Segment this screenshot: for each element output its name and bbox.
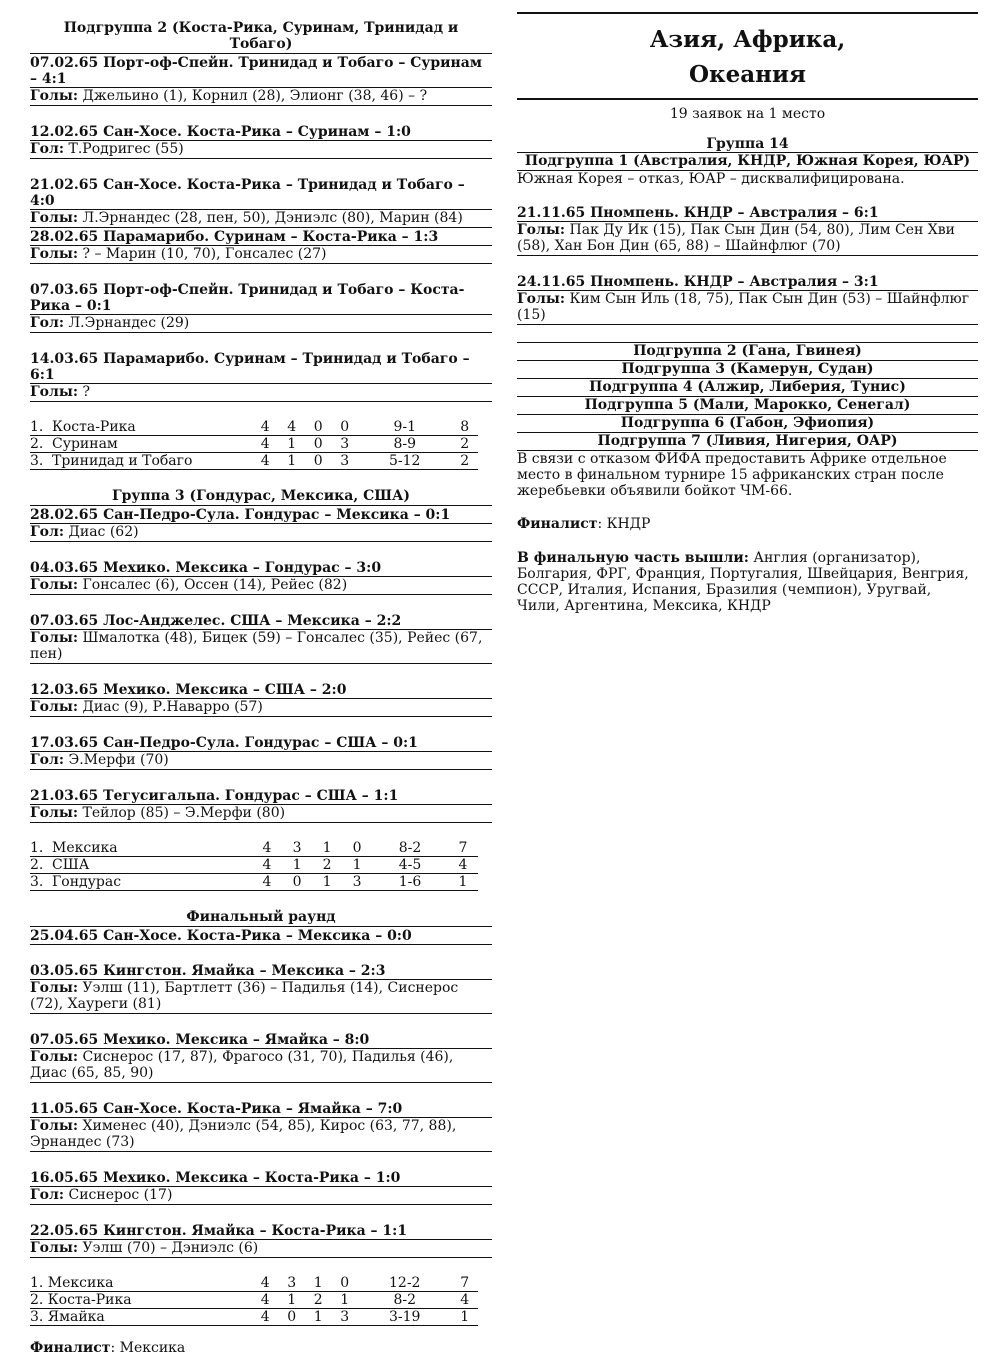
match [517, 273, 978, 325]
standings-cell: 1 [282, 857, 312, 874]
group3-title: Группа 3 (Гондурас, Мексика, США) [30, 488, 492, 506]
match-goals [30, 246, 492, 264]
standings-cell: 3. Ямайка [30, 1309, 252, 1326]
standings-cell: 1-6 [372, 874, 448, 891]
match-goals [30, 1187, 492, 1205]
match-goals [30, 88, 492, 106]
standings-cell: 3 [332, 436, 359, 453]
match-header: 04.03.65 Мехико. Мексика – Гондурас – 3:0 [30, 559, 492, 577]
standings-cell: 0 [279, 1309, 306, 1326]
standings-cell: Тринидад и Тобаго [52, 453, 252, 470]
goals-label: Голы: [30, 699, 79, 715]
final-part-value: Англия (организатор), Болгария, ФРГ, Франция, Португалия, Швейцария, Венгрия, СССР, Италия, Испания, Бразилия (чемпион), Уругвай, Чили, Аргентина, Мексика, КНДР [517, 550, 969, 614]
final-round-standings [30, 1275, 478, 1326]
goals-list: Пак Ду Ик (15), Пак Сын Дин (54, 80), Лим Сен Хви (58), Хан Бон Дин (65, 88) – Шайнфлюг (70) [517, 222, 955, 254]
right-column [517, 0, 978, 614]
match [30, 506, 492, 542]
match-header: 12.03.65 Мехико. Мексика – США – 2:0 [30, 681, 492, 699]
match [30, 612, 492, 664]
goals-label: Голы: [30, 630, 79, 646]
goals-label: Гол: [30, 752, 65, 768]
match-goals [30, 141, 492, 159]
goals-label: Голы: [30, 805, 79, 821]
standings-cell: 0 [305, 419, 332, 436]
match-header: 14.03.65 Парамарибо. Суринам – Тринидад и Тобаго – 6:1 [30, 350, 492, 384]
left-column [30, 20, 492, 1356]
standings-row [30, 840, 478, 857]
subgroup-title: Подгруппа 5 (Мали, Марокко, Сенегал) [517, 397, 978, 415]
goals-list: Сиснерос (17, 87), Фрагосо (31, 70), Падилья (46), Диас (65, 85, 90) [30, 1049, 454, 1081]
match [30, 681, 492, 717]
group3-matches [30, 506, 492, 823]
subgroup-title: Подгруппа 4 (Алжир, Либерия, Тунис) [517, 379, 978, 397]
standings-cell: 4 [451, 1292, 478, 1309]
match-header: 11.05.65 Сан-Хосе. Коста-Рика – Ямайка – 7:0 [30, 1100, 492, 1118]
match-header: 28.02.65 Парамарибо. Суринам – Коста-Рика – 1:3 [30, 228, 492, 246]
group3-standings [30, 840, 478, 891]
standings-cell: 0 [332, 419, 359, 436]
subgroup1-matches [517, 204, 978, 325]
match-header: 07.03.65 Лос-Анджелес. США – Мексика – 2:2 [30, 612, 492, 630]
standings-cell: 2. [30, 436, 52, 453]
goals-list: Диас (9), Р.Наварро (57) [78, 699, 263, 715]
standings-cell: 2 [451, 453, 478, 470]
group2-title: Подгруппа 2 (Коста-Рика, Суринам, Тринидад и Тобаго) [30, 20, 492, 54]
goals-label: Голы: [517, 291, 566, 307]
goals-label: Голы: [30, 980, 79, 996]
match-goals [30, 577, 492, 595]
goals-label: Голы: [30, 1118, 79, 1134]
standings-cell: 0 [282, 874, 312, 891]
standings-cell: 1 [342, 857, 372, 874]
match-goals [517, 291, 978, 325]
match-goals [30, 1240, 492, 1258]
match-header: 24.11.65 Пномпень. КНДР – Австралия – 3:1 [517, 273, 978, 291]
goals-list: Ким Сын Иль (18, 75), Пак Сын Дин (53) – Шайнфлюг (15) [517, 291, 970, 323]
goals-label: Гол: [30, 315, 65, 331]
match [30, 54, 492, 106]
group2-matches [30, 54, 492, 402]
match-header: 22.05.65 Кингстон. Ямайка – Коста-Рика – 1:1 [30, 1222, 492, 1240]
standings-cell: 7 [451, 1275, 478, 1292]
standings-cell: 4 [252, 1292, 279, 1309]
goals-list: Джельино (1), Корнил (28), Элионг (38, 46) – ? [78, 88, 428, 104]
goals-list: Т.Родригес (55) [64, 141, 184, 157]
match-header: 21.11.65 Пномпень. КНДР – Австралия – 6:1 [517, 204, 978, 222]
standings-cell: 8 [451, 419, 478, 436]
standings-cell: 1 [305, 1309, 332, 1326]
goals-list: Диас (62) [64, 524, 139, 540]
standings-cell: 3 [282, 840, 312, 857]
match [30, 962, 492, 1014]
group2-standings [30, 419, 478, 470]
match-header: 07.05.65 Мехико. Мексика – Ямайка – 8:0 [30, 1031, 492, 1049]
goals-list: Э.Мерфи (70) [64, 752, 169, 768]
match [30, 1222, 492, 1258]
match-goals [30, 805, 492, 823]
standings-cell: 12-2 [358, 1275, 451, 1292]
finalist-value: : Мексика [110, 1340, 186, 1356]
subgroup-title: Подгруппа 6 (Габон, Эфиопия) [517, 415, 978, 433]
match-header: 21.03.65 Тегусигальпа. Гондурас – США – 1:1 [30, 787, 492, 805]
goals-list: ? [78, 384, 91, 400]
standings-cell: 4 [252, 874, 282, 891]
standings-row [30, 857, 478, 874]
match [30, 927, 492, 945]
standings-cell: 4 [279, 419, 306, 436]
match-header: 25.04.65 Сан-Хосе. Коста-Рика – Мексика – 0:0 [30, 927, 492, 945]
goals-label: Голы: [30, 1240, 79, 1256]
standings-cell: 4 [252, 840, 282, 857]
standings-cell: 4-5 [372, 857, 448, 874]
goals-list: Л.Эрнандес (28, пен, 50), Дэниэлс (80), Марин (84) [78, 210, 463, 226]
standings-cell: 1 [279, 453, 306, 470]
match-goals [30, 980, 492, 1014]
asia-finalist-value: : КНДР [597, 516, 651, 532]
standings-cell: 3 [342, 874, 372, 891]
match [30, 123, 492, 159]
standings-cell: 2 [451, 436, 478, 453]
subgroup-title: Подгруппа 7 (Ливия, Нигерия, ОАР) [517, 433, 978, 451]
standings-cell: 4 [252, 1309, 279, 1326]
goals-label: Голы: [30, 88, 79, 104]
standings-cell: 8-2 [372, 840, 448, 857]
standings-cell: 1. [30, 419, 52, 436]
standings-cell: 4 [252, 436, 279, 453]
standings-row [30, 874, 478, 891]
standings-cell: 1 [305, 1275, 332, 1292]
standings-cell: 1 [448, 874, 478, 891]
standings-cell: Гондурас [52, 874, 252, 891]
goals-list: Л.Эрнандес (29) [64, 315, 190, 331]
standings-cell: 1 [451, 1309, 478, 1326]
match [30, 1100, 492, 1152]
standings-cell: 2. Коста-Рика [30, 1292, 252, 1309]
match-goals [30, 630, 492, 664]
match-goals [30, 210, 492, 228]
applications-count: 19 заявок на 1 место [669, 106, 826, 122]
subgroup1-note: Южная Корея – отказ, ЮАР – дисквалифицирована. [517, 171, 905, 187]
standings-cell: 4 [252, 857, 282, 874]
goals-label: Голы: [30, 210, 79, 226]
goals-label: Гол: [30, 524, 65, 540]
standings-cell: 8-9 [358, 436, 451, 453]
standings-cell: 2 [305, 1292, 332, 1309]
section-title [517, 14, 978, 100]
standings-cell: 1. Мексика [30, 1275, 252, 1292]
match-header: 16.05.65 Мехико. Мексика – Коста-Рика – 1:0 [30, 1169, 492, 1187]
final-round-matches [30, 927, 492, 1258]
standings-row [30, 419, 478, 436]
match-goals [30, 1118, 492, 1152]
subgroup-title: Подгруппа 3 (Камерун, Судан) [517, 361, 978, 379]
asia-finalist-line [517, 516, 978, 532]
asia-finalist-label: Финалист [517, 516, 598, 532]
standings-cell: 0 [332, 1275, 359, 1292]
standings-cell: 4 [252, 419, 279, 436]
match-goals [30, 752, 492, 770]
standings-cell: 2. [30, 857, 52, 874]
group14-title: Группа 14 [706, 136, 789, 152]
match-header: 28.02.65 Сан-Педро-Сула. Гондурас – Мексика – 0:1 [30, 506, 492, 524]
subgroup-title: Подгруппа 2 (Гана, Гвинея) [517, 343, 978, 361]
match-header: 12.02.65 Сан-Хосе. Коста-Рика – Суринам – 1:0 [30, 123, 492, 141]
standings-cell: 8-2 [358, 1292, 451, 1309]
standings-cell: 1 [312, 840, 342, 857]
standings-cell: 3-19 [358, 1309, 451, 1326]
match-goals [30, 384, 492, 402]
standings-cell: Мексика [52, 840, 252, 857]
match-header: 21.02.65 Сан-Хосе. Коста-Рика – Тринидад и Тобаго – 4:0 [30, 176, 492, 210]
match-header: 17.03.65 Сан-Педро-Сула. Гондурас – США – 0:1 [30, 734, 492, 752]
match-goals [30, 1049, 492, 1083]
goals-list: Шмалотка (48), Бицек (59) – Гонсалес (35), Рейес (67, пен) [30, 630, 483, 662]
match [30, 734, 492, 770]
standings-cell: 1 [279, 436, 306, 453]
standings-cell: 1 [279, 1292, 306, 1309]
goals-label: Голы: [30, 246, 79, 262]
final-part-label: В финальную часть вышли: [517, 550, 749, 566]
goals-list: Уэлш (70) – Дэниэлс (6) [78, 1240, 259, 1256]
standings-cell: Суринам [52, 436, 252, 453]
match [30, 350, 492, 402]
goals-label: Гол: [30, 141, 65, 157]
finalist-line [30, 1340, 492, 1356]
standings-cell: Коста-Рика [52, 419, 252, 436]
match [517, 204, 978, 256]
match-goals [30, 699, 492, 717]
match-header: 07.03.65 Порт-оф-Спейн. Тринидад и Тобаго – Коста-Рика – 0:1 [30, 281, 492, 315]
standings-cell: 0 [342, 840, 372, 857]
goals-list: Тейлор (85) – Э.Мерфи (80) [78, 805, 286, 821]
standings-cell: 3 [332, 453, 359, 470]
standings-cell: 0 [305, 453, 332, 470]
standings-cell: 1 [332, 1292, 359, 1309]
standings-cell: 1. [30, 840, 52, 857]
goals-list: Сиснерос (17) [64, 1187, 173, 1203]
goals-label: Голы: [517, 222, 566, 238]
standings-cell: 0 [305, 436, 332, 453]
match-goals [517, 222, 978, 256]
standings-cell: 3 [332, 1309, 359, 1326]
standings-cell: 4 [252, 1275, 279, 1292]
match-goals [30, 524, 492, 542]
standings-cell: 7 [448, 840, 478, 857]
match [30, 1169, 492, 1205]
match [30, 1031, 492, 1083]
goals-list: Хименес (40), Дэниэлс (54, 85), Кирос (63, 77, 88), Эрнандес (73) [30, 1118, 457, 1150]
goals-list: ? – Марин (10, 70), Гонсалес (27) [78, 246, 327, 262]
standings-cell: 2 [312, 857, 342, 874]
standings-cell: 4 [448, 857, 478, 874]
standings-cell: 4 [252, 453, 279, 470]
final-round-title: Финальный раунд [30, 909, 492, 927]
standings-cell: 9-1 [358, 419, 451, 436]
finalist-label: Финалист [30, 1340, 111, 1356]
standings-cell: 5-12 [358, 453, 451, 470]
match [30, 787, 492, 823]
match-goals [30, 315, 492, 333]
africa-subgroups [517, 342, 978, 451]
match-header: 07.02.65 Порт-оф-Спейн. Тринидад и Тобаго – Суринам – 4:1 [30, 54, 492, 88]
goals-label: Голы: [30, 384, 79, 400]
standings-cell: 1 [312, 874, 342, 891]
standings-cell: 3. [30, 874, 52, 891]
goals-list: Гонсалес (6), Оссен (14), Рейес (82) [78, 577, 348, 593]
africa-note: В связи с отказом ФИФА предоставить Африке отдельное место в финальном турнире 15 африканских стран после жеребьевки объявили бойкот ЧМ-66. [517, 451, 947, 499]
match [30, 281, 492, 333]
standings-row [30, 436, 478, 453]
match [30, 559, 492, 595]
standings-cell: 3. [30, 453, 52, 470]
standings-row [30, 1275, 478, 1292]
standings-cell: 3 [279, 1275, 306, 1292]
goals-label: Гол: [30, 1187, 65, 1203]
final-part-line [517, 550, 978, 614]
standings-row [30, 1309, 478, 1326]
goals-label: Голы: [30, 577, 79, 593]
goals-label: Голы: [30, 1049, 79, 1065]
standings-row [30, 453, 478, 470]
subgroup1-title: Подгруппа 1 (Австралия, КНДР, Южная Корея, ЮАР) [517, 152, 978, 171]
match-header: 03.05.65 Кингстон. Ямайка – Мексика – 2:3 [30, 962, 492, 980]
section-title-line1: Азия, Африка, [649, 26, 846, 53]
standings-row [30, 1292, 478, 1309]
section-title-line2: Океания [688, 61, 807, 88]
standings-cell: США [52, 857, 252, 874]
match [30, 176, 492, 228]
match [30, 228, 492, 264]
goals-list: Уэлш (11), Бартлетт (36) – Падилья (14), Сиснерос (72), Хауреги (81) [30, 980, 459, 1012]
